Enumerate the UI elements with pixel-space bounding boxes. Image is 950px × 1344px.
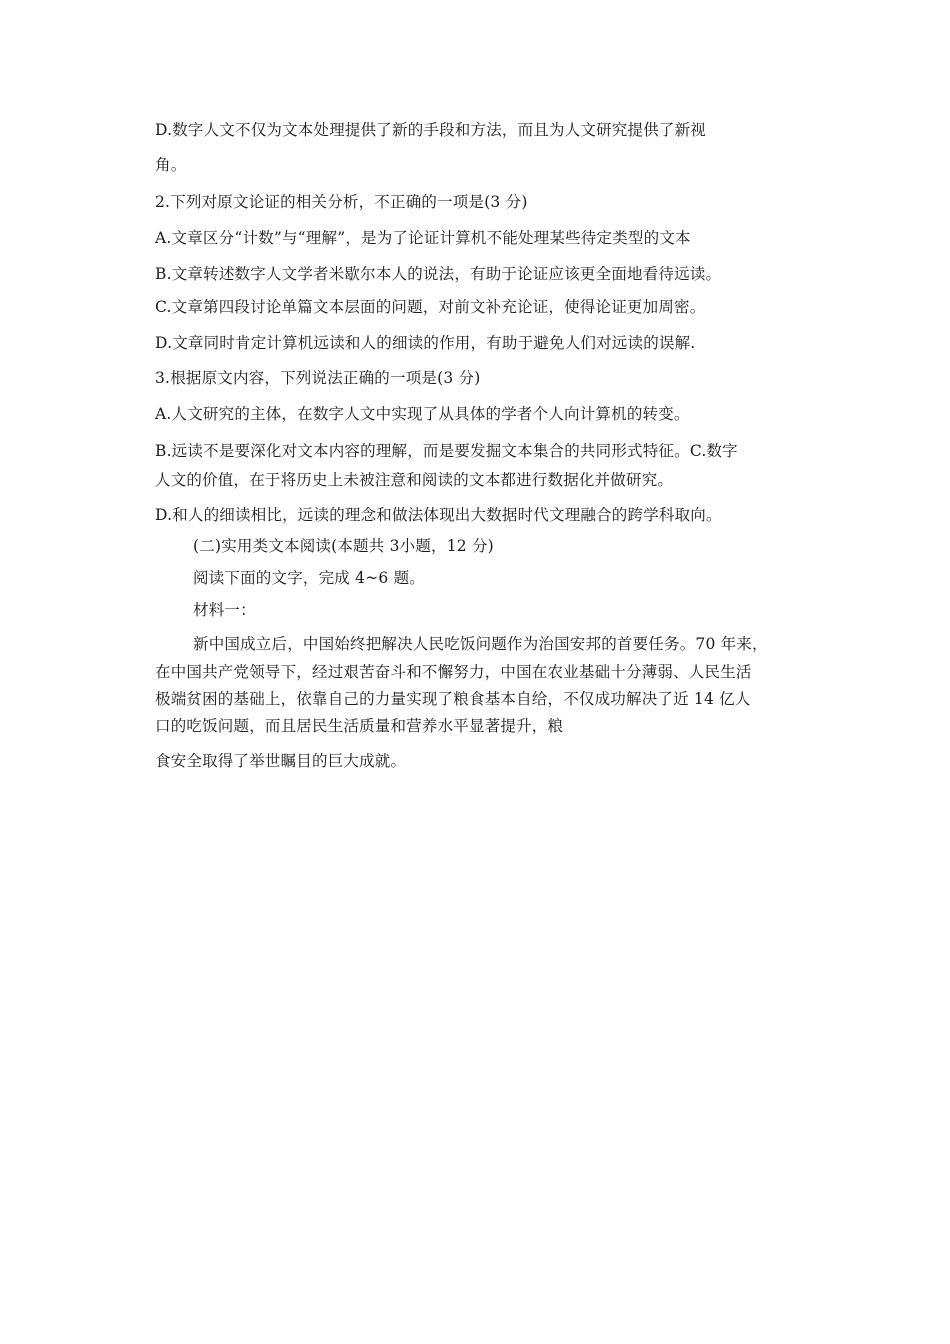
q3-option-d: D.和人的细读相比，远读的理念和做法体现出大数据时代文理融合的跨学科取向。 xyxy=(155,506,722,524)
material-paragraph-line2: 在中国共产党领导下，经过艰苦奋斗和不懈努力，中国在农业基础十分薄弱、人民生活 xyxy=(155,663,752,681)
q2-option-d: D.文章同时肯定计算机远读和人的细读的作用，有助于避免人们对远读的误解. xyxy=(155,334,696,352)
material-paragraph-line5: 食安全取得了举世瞩目的巨大成就。 xyxy=(155,752,407,770)
q3-option-b: B.远读不是要深化对文本内容的理解，而是要发掘文本集合的共同形式特征。C.数字 xyxy=(155,442,738,460)
section-heading: (二)实用类文本阅读(本题共 3小题，12 分) xyxy=(193,537,494,555)
material-paragraph-line3: 极端贫困的基础上，依靠自己的力量实现了粮食基本自给，不仅成功解决了近 14 亿人 xyxy=(155,690,751,708)
question-3-stem: 3.根据原文内容，下列说法正确的一项是(3 分) xyxy=(155,369,481,387)
q2-option-a: A.文章区分“计数”与“理解”，是为了论证计算机不能处理某些待定类型的文本 xyxy=(155,229,691,247)
q3-option-c: 人文的价值，在于将历史上未被注意和阅读的文本都进行数据化并做研究。 xyxy=(155,471,674,489)
q1-option-d-line1: D.数字人文不仅为文本处理提供了新的手段和方法，而且为人文研究提供了新视 xyxy=(155,121,707,139)
material-label: 材料一： xyxy=(193,601,256,619)
reading-instruction: 阅读下面的文字，完成 4~6 题。 xyxy=(193,569,425,587)
q2-option-c: C.文章第四段讨论单篇文本层面的问题，对前文补充论证，使得论证更加周密。 xyxy=(155,298,706,316)
q2-option-b: B.文章转述数字人文学者米歇尔本人的说法，有助于论证应该更全面地看待远读。 xyxy=(155,265,722,283)
q3-option-a: A.人文研究的主体，在数字人文中实现了从具体的学者个人向计算机的转变。 xyxy=(155,405,690,423)
question-2-stem: 2.下列对原文论证的相关分析，不正确的一项是(3 分) xyxy=(155,193,528,211)
material-paragraph-line1: 新中国成立后，中国始终把解决人民吃饭问题作为治国安邦的首要任务。70 年来， xyxy=(193,635,768,653)
q1-option-d-line2: 角。 xyxy=(155,156,187,174)
material-paragraph-line4: 口的吃饭问题，而且居民生活质量和营养水平显著提升，粮 xyxy=(155,717,564,735)
